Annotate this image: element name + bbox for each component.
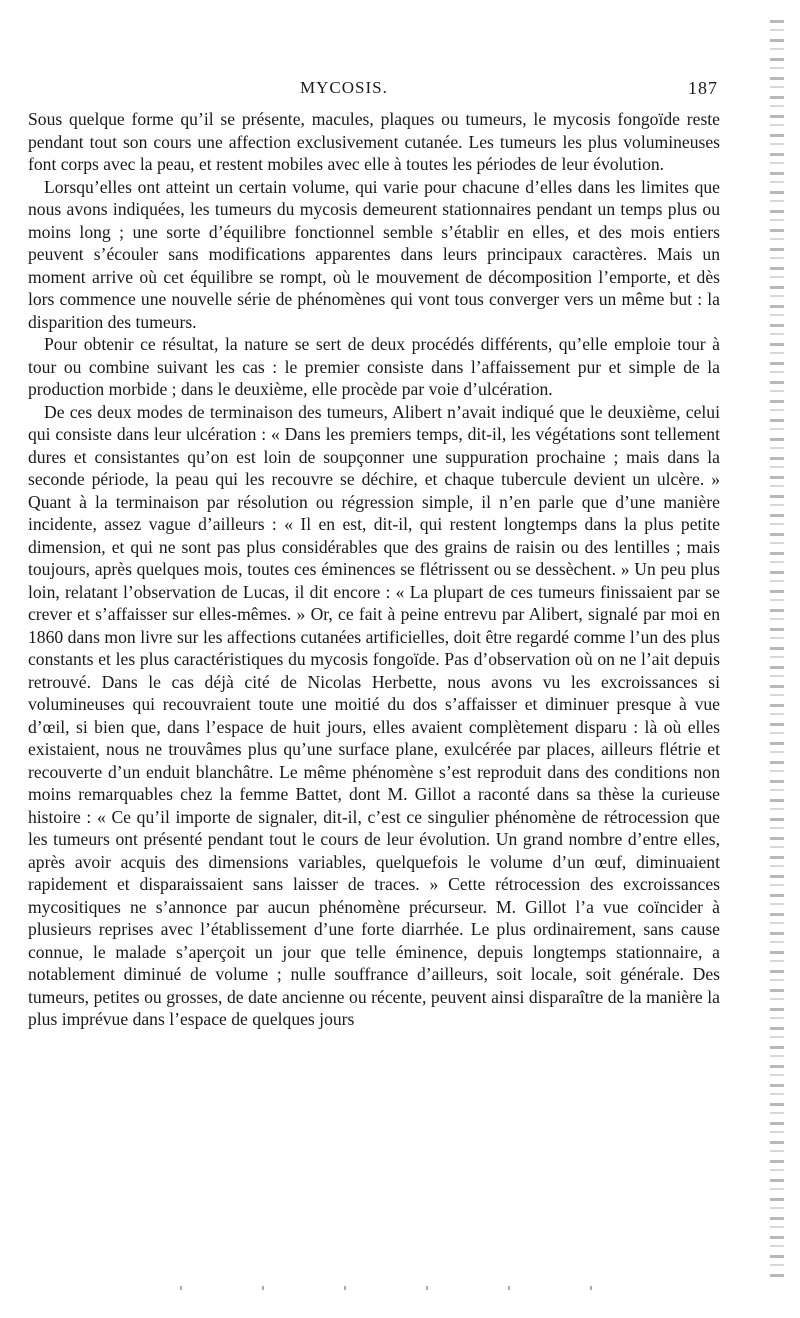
running-title: MYCOSIS. (300, 78, 388, 97)
paragraph: Lorsqu’elles ont atteint un certain volume, qui varie pour chacune d’elles dans les limites que nous avons indiquées, les tumeurs du mycosis demeurent stationnaires pendant un temps plus ou moins long ; une sorte d’équilibre fonctionnel semble s’établir en elles, et des mois entiers peuvent s’écouler sans modifications apparentes dans leurs principaux caractères. Mais un moment arrive où cet équilibre se rompt, où le mouvement de décomposition l’emporte, et dès lors commence une nouvelle série de phénomènes qui vont tous converger vers un même but : la disparition des tumeurs. (28, 176, 720, 332)
scan-margin-strip (770, 20, 784, 1280)
paragraph: Sous quelque forme qu’il se présente, macules, plaques ou tumeurs, le mycosis fongoïde reste pendant tout son cours une affection exclusivement cutanée. Les tumeurs les plus volumineuses font corps avec la peau, et restent mobiles avec elle à toutes les périodes de leur évolution. (28, 109, 720, 174)
page-number: 187 (688, 78, 718, 98)
book-page (28, 78, 720, 1031)
footer-scan-marks (180, 1286, 660, 1290)
paragraph: Pour obtenir ce résultat, la nature se sert de deux procédés différents, qu’elle emploie tour à tour ou combine suivant les cas : le premier consiste dans l’affaissement pur et simple de la production morbide ; dans le deuxième, elle procède par voie d’ulcération. (28, 334, 720, 399)
paragraph: De ces deux modes de terminaison des tumeurs, Alibert n’avait indiqué que le deuxième, celui qui consiste dans leur ulcération : « Dans les premiers temps, dit-il, les végétations sont tellement dures et consistantes qu’on est loin de soupçonner une suppuration prochaine ; mais dans la seconde période, la peau qui les recouvre se déchire, et chaque tubercule devient un ulcère. » Quant à la terminaison par résolution ou régression simple, il n’en parle que d’une manière incidente, assez vague d’ailleurs : « Il en est, dit-il, qui restent longtemps dans la plus petite dimension, et qui ne sont pas plus considérables que des grains de raisin ou des lentilles ; mais toujours, après quelques mois, toutes ces éminences se flétrissent ou se dessèchent. » Un peu plus loin, relatant l’observation de Lucas, il dit encore : « La plupart de ces tumeurs finissaient par se crever et s’affaisser sur elles-mêmes. » Or, ce fait à peine entrevu par Alibert, signalé par moi en 1860 dans mon livre sur les affections cutanées artificielles, doit être regardé comme l’un des plus constants et les plus caractéristiques du mycosis fongoïde. Pas d’observation où on ne l’ait depuis retrouvé. Dans le cas déjà cité de Nicolas Herbette, nous avons vu les excroissances si volumineuses qui recouvraient toute une moitié du dos s’affaisser et diminuer presque à vue d’œil, si bien que, dans l’espace de huit jours, elles avaient complètement disparu : là où elles existaient, nous ne trouvâmes plus qu’une surface plane, exulcérée par places, ailleurs flétrie et recouverte d’un enduit blanchâtre. Le même phénomène s’est reproduit dans des conditions non moins remarquables chez la femme Battet, dont M. Gillot a raconté dans sa thèse la curieuse histoire : « Ce qu’il importe de signaler, dit-il, c’est ce singulier phénomène de rétrocession que les tumeurs ont présenté pendant tout le cours de leur évolution. Un grand nombre d’entre elles, après avoir acquis des dimensions variables, quelquefois le volume d’un œuf, diminuaient rapidement et disparaissaient sans laisser de traces. » Cette rétrocession des excroissances mycositiques ne s’annonce par aucun phénomène précurseur. M. Gillot l’a vue coïncider à plusieurs reprises avec l’établissement d’une forte diarrhée. Le plus ordinairement, sans cause connue, le malade s’aperçoit un jour que telle éminence, depuis longtemps stationnaire, a notablement diminué de volume ; nulle souffrance d’ailleurs, soit locale, soit générale. Des tumeurs, petites ou grosses, de date ancienne ou récente, peuvent ainsi disparaître de la manière la plus imprévue dans l’espace de quelques jours (28, 401, 720, 1029)
body-text (28, 108, 720, 1031)
running-head (28, 78, 720, 102)
